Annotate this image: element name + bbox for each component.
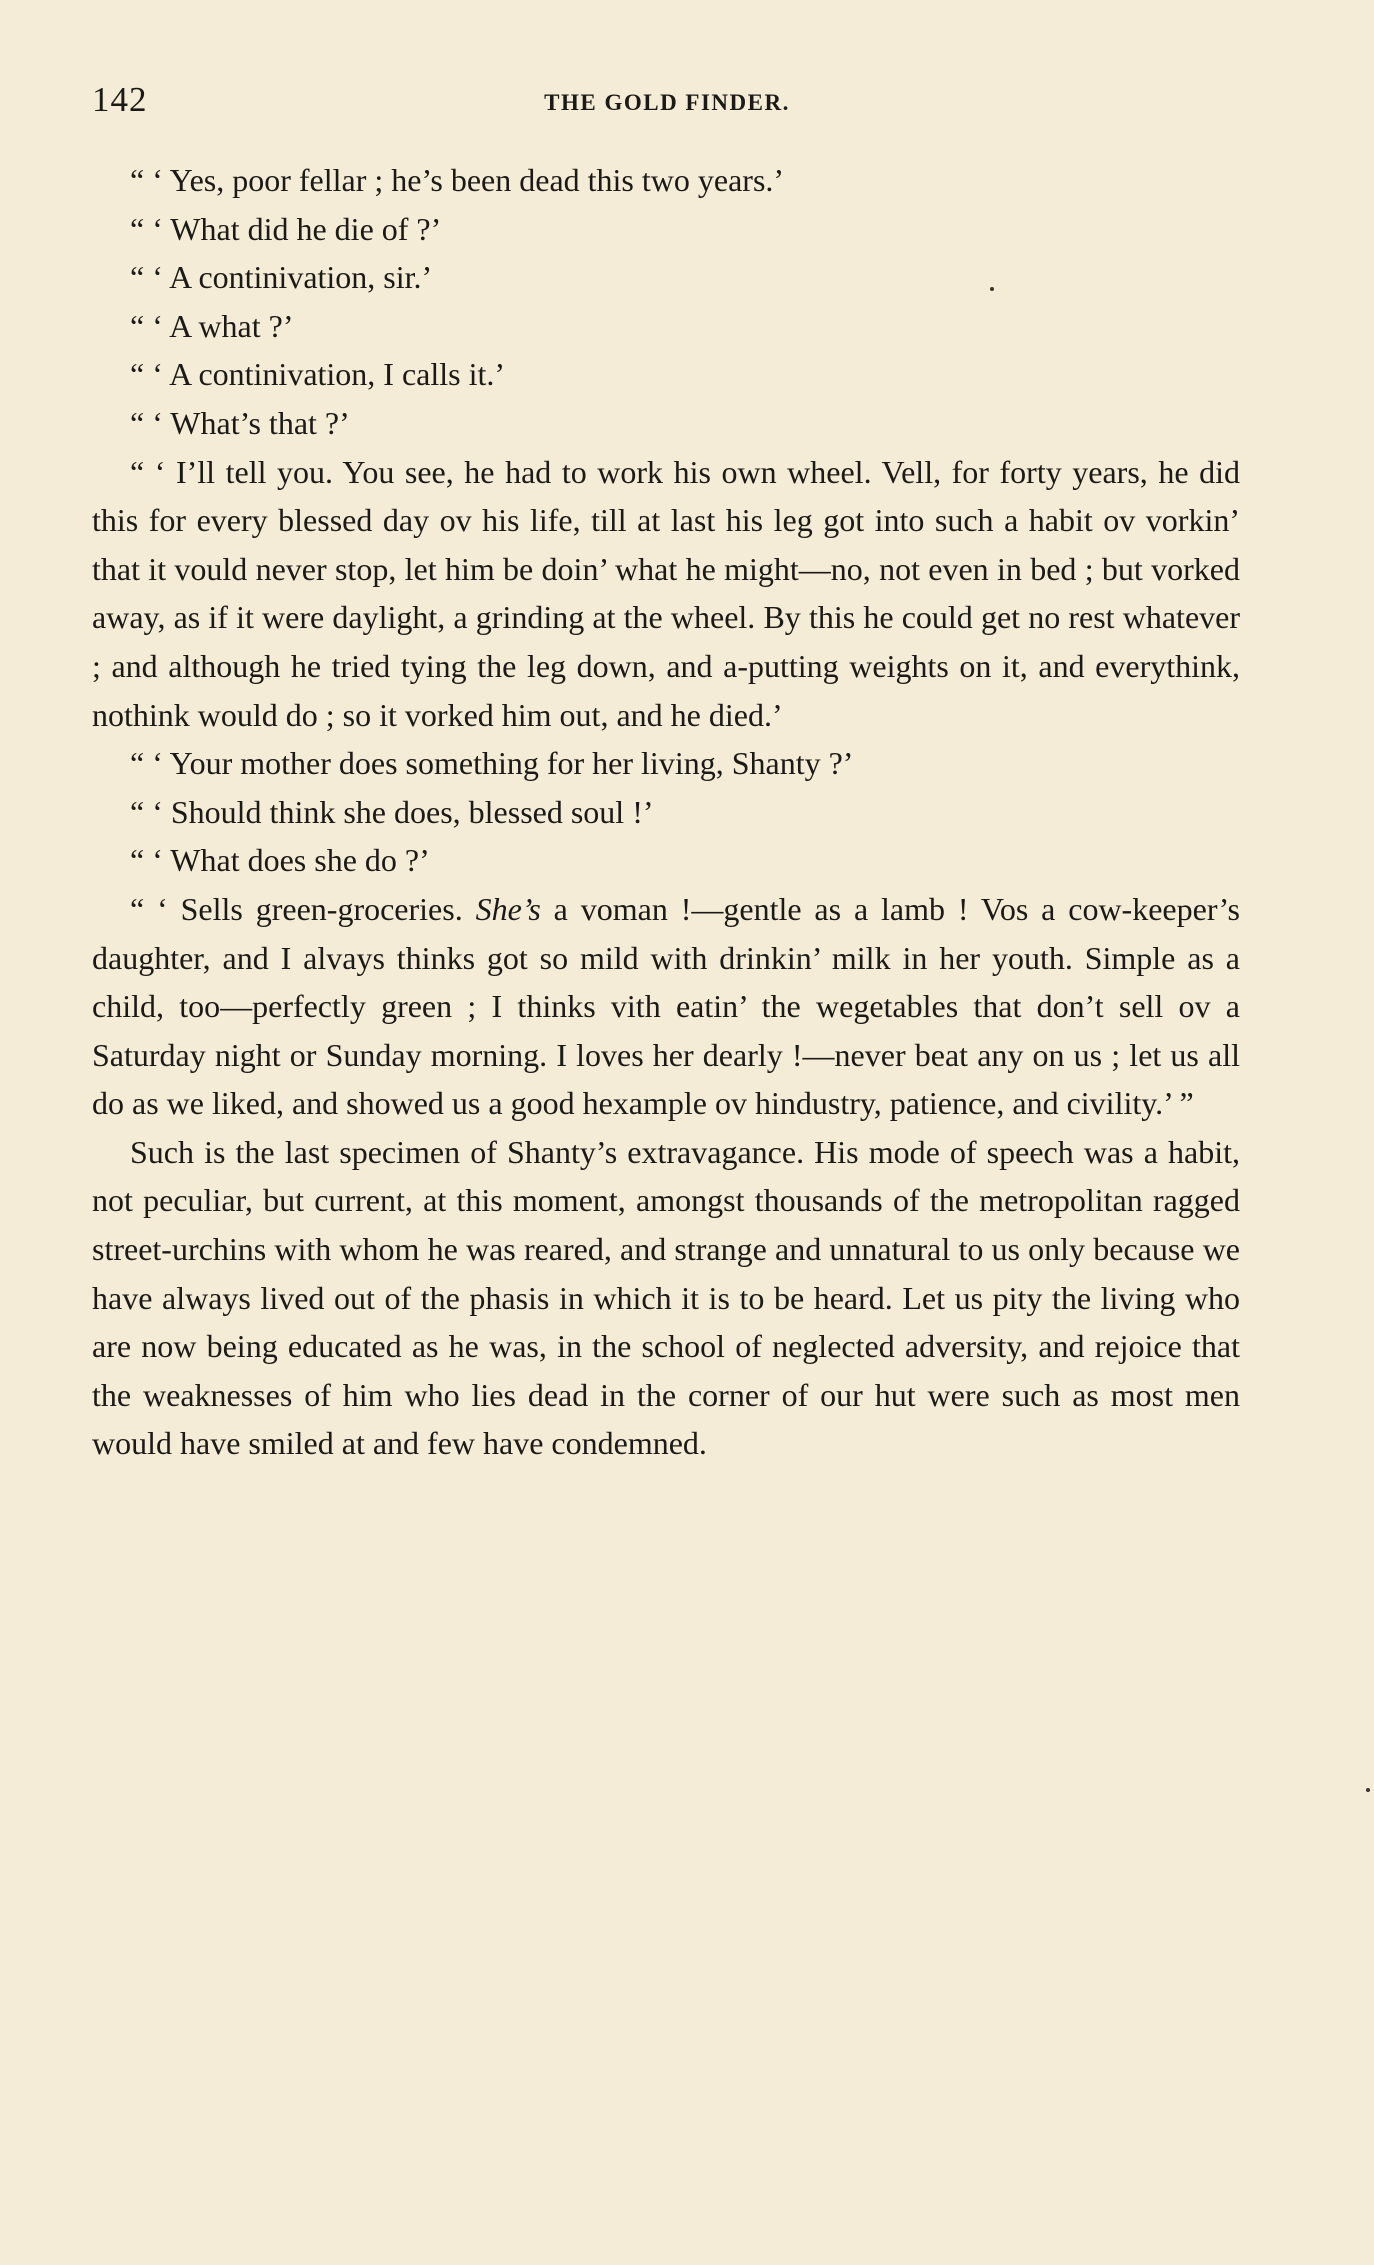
dialogue-text-start: “ ‘ Sells green-groceries.: [130, 890, 476, 927]
dialogue-line: “ ‘ What did he die of ?’: [130, 210, 442, 247]
narrative-paragraph: Such is the last specimen of Shanty’s extravagance. His mode of speech was a habit, not peculiar, but current, at this moment, amongst thousands of the metropolitan ragged street-urchins with whom he was reared, and strange and unnatural to us only because we have always lived out of the phasis in which it is to be heard. Let us pity the living who are now being educated as he was, in the school of neglected adversity, and rejoice that the weaknesses of him who lies dead in the corner of our hut were such as most men would have smiled at and few have condemned.: [92, 1133, 1240, 1462]
dialogue-text-end: a voman !—gentle as a lamb ! Vos a cow-keeper’s daughter, and I alvays thinks got so mild with drinkin’ milk in her youth. Simple as a child, too—perfectly green ; I thinks vith eatin’ the wegetables that don’t sell ov a Saturday night or Sunday morning. I loves her dearly !—never beat any on us ; let us all do as we liked, and showed us a good hexample ov hindustry, patience, and civility.’ ”: [92, 890, 1241, 1122]
dialogue-line: “ ‘ What’s that ?’: [130, 404, 350, 441]
emphasized-word: She’s: [475, 890, 541, 927]
dialogue-line: “ ‘ What does she do ?’: [130, 842, 430, 879]
dialogue-line: “ ‘ A continivation, I calls it.’: [130, 356, 506, 393]
dialogue-paragraph: [92, 885, 1240, 1128]
dialogue-line: “ ‘ Your mother does something for her living, Shanty ?’: [130, 745, 854, 782]
page-number: 142: [92, 80, 148, 119]
running-head: THE GOLD FINDER.: [544, 90, 790, 115]
dialogue-line: “ ‘ A continivation, sir.’: [130, 259, 433, 296]
dialogue-paragraph: “ ‘ I’ll tell you. You see, he had to work his own wheel. Vell, for forty years, he did this for every blessed day ov his life, till at last his leg got into such a habit ov vorkin’ that it vould never stop, let him be doin’ what he might—no, not even in bed ; but vorked away, as if it were daylight, a grinding at the wheel. By this he could get no rest whatever ; and although he tried tying the leg down, and a-putting weights on it, and everythink, nothink would do ; so it vorked him out, and he died.’: [92, 453, 1240, 733]
ink-speck: [1366, 1788, 1370, 1792]
dialogue-line: “ ‘ Yes, poor fellar ; he’s been dead this two years.’: [130, 162, 785, 198]
body-text: [92, 156, 1240, 1468]
dialogue-line: “ ‘ Should think she does, blessed soul !’: [130, 793, 654, 830]
ink-speck: [990, 287, 994, 291]
page-header: [92, 80, 1242, 124]
dialogue-line: “ ‘ A what ?’: [130, 307, 294, 344]
